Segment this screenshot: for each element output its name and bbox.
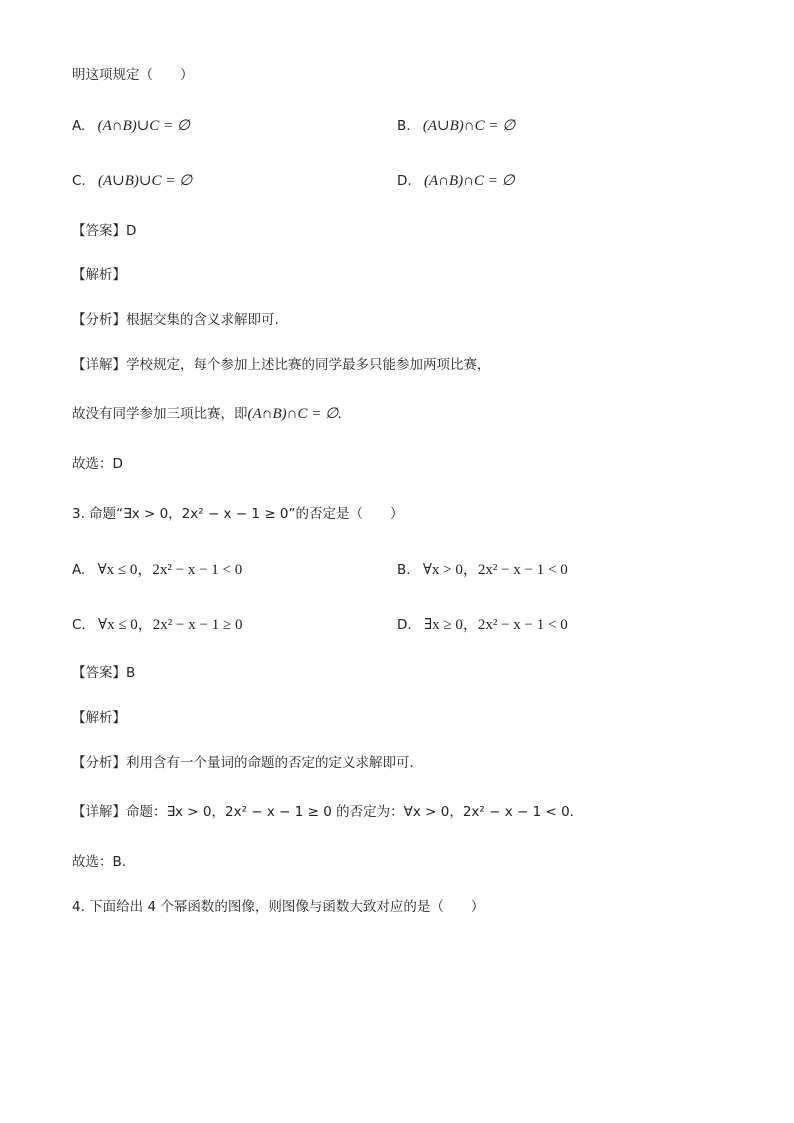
analysis-heading: 【解析】: [72, 267, 126, 283]
option-math: ∀x ≤ 0，2x² − x − 1 < 0: [97, 562, 243, 578]
detail-line-2: [72, 405, 342, 423]
choice-line: 故选：D: [72, 456, 123, 472]
question-3-stem: 3. 命题“∃x > 0，2x² − x − 1 ≥ 0”的否定是（ ）: [72, 506, 404, 522]
detail-line: 【详解】命题：∃x > 0，2x² − x − 1 ≥ 0 的否定为：∀x > 0，2x² − x − 1 < 0.: [72, 804, 574, 820]
option-label: A.: [72, 118, 86, 134]
analysis-heading: 【解析】: [72, 710, 126, 726]
option-math: (A∩B)∪C = ∅: [97, 118, 191, 134]
detail-line: 【详解】学校规定，每个参加上述比赛的同学最多只能参加两项比赛，: [72, 357, 491, 373]
option-math: ∀x > 0，2x² − x − 1 < 0: [422, 562, 568, 578]
option-label: A.: [72, 562, 86, 578]
option-label: B.: [397, 562, 411, 578]
option-a: [72, 117, 190, 135]
analysis-line: 【分析】利用含有一个量词的命题的否定的定义求解即可．: [72, 755, 423, 771]
analysis-line: 【分析】根据交集的含义求解即可.: [72, 312, 279, 328]
option-math: (A∪B)∩C = ∅: [422, 118, 516, 134]
option-c: [72, 616, 242, 634]
detail-math: (A∩B)∩C = ∅.: [247, 406, 342, 422]
option-label: C.: [72, 173, 86, 189]
option-a: [72, 561, 242, 579]
option-b: [397, 561, 568, 579]
option-math: ∀x ≤ 0，2x² − x − 1 ≥ 0: [98, 617, 243, 633]
option-d: [397, 172, 515, 190]
option-c: [72, 172, 192, 190]
option-label: C.: [72, 617, 86, 633]
detail-text: 故没有同学参加三项比赛，即: [72, 406, 248, 422]
option-d: [397, 616, 568, 634]
answer-line: 【答案】B: [72, 665, 136, 681]
option-b: [397, 117, 515, 135]
option-label: D.: [397, 617, 412, 633]
question-stem-tail: 明这项规定（ ）: [72, 67, 194, 83]
option-math: (A∪B)∪C = ∅: [98, 173, 193, 189]
option-math: (A∩B)∩C = ∅: [423, 173, 515, 189]
answer-line: 【答案】D: [72, 223, 137, 239]
option-label: B.: [397, 118, 411, 134]
option-label: D.: [397, 173, 412, 189]
choice-line: 故选：B.: [72, 854, 127, 870]
option-math: ∃x ≥ 0，2x² − x − 1 < 0: [423, 617, 568, 633]
question-4-stem: 4. 下面给出 4 个幂函数的图像，则图像与函数大致对应的是（ ）: [72, 899, 485, 915]
